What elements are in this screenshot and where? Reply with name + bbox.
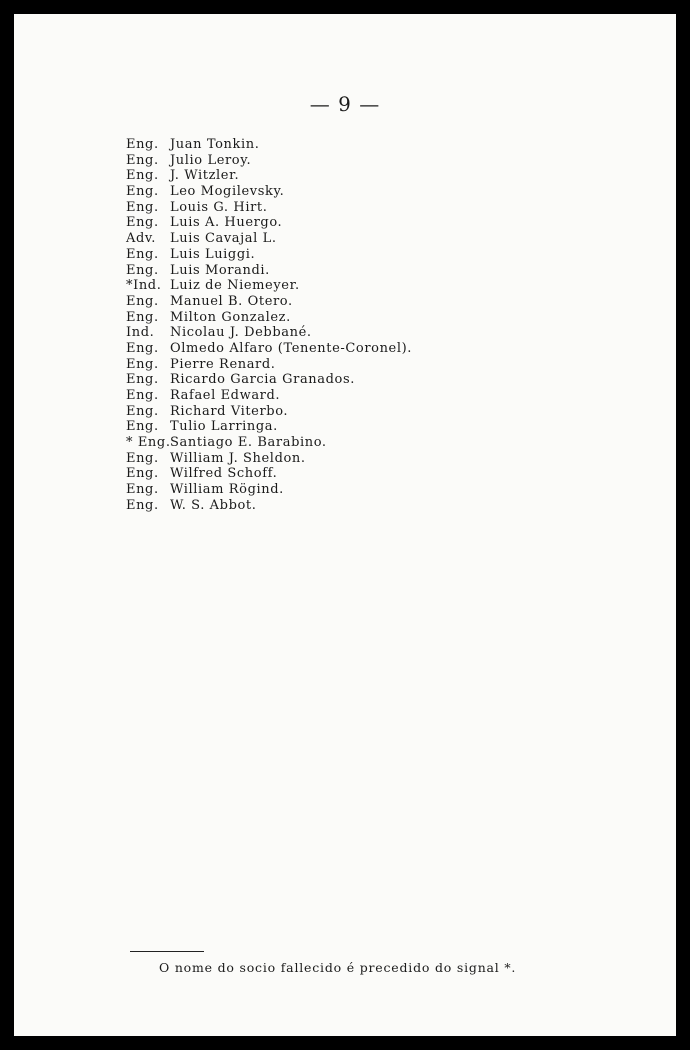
member-name: Leo Mogilevsky. [170,184,285,200]
list-item [126,215,412,231]
member-name: William Rögind. [170,482,284,498]
member-name: Manuel B. Otero. [170,293,293,309]
member-title: Eng. [126,466,159,482]
member-name: Pierre Renard. [170,356,276,372]
footnote: O nome do socio fallecido é precedido do signal *. [159,960,517,975]
member-name: Rafael Edward. [170,388,281,403]
list-item [126,466,412,482]
list-item [126,357,412,373]
member-name: Wilfred Schoff. [170,466,278,482]
member-title: Eng. [126,497,159,513]
list-item [126,294,412,310]
member-title: Adv. [126,231,157,247]
member-name: Ricardo Garcia Granados. [170,372,355,388]
list-item [126,153,412,169]
member-title: Eng. [126,168,159,184]
member-title: * Eng. [126,435,171,451]
list-item [126,419,412,435]
list-item [126,451,412,467]
member-name: Nicolau J. Debbané. [170,325,312,341]
list-item [126,372,412,388]
footnote-rule [130,951,204,952]
member-name: Olmedo Alfaro (Tenente-Coronel). [170,340,413,356]
member-name: Luis A. Huergo. [170,215,283,231]
member-name: Luis Luiggi. [170,246,256,262]
list-item [126,325,412,341]
list-item [126,200,412,216]
member-name: William J. Sheldon. [170,450,306,466]
member-name: Louis G. Hirt. [170,199,268,215]
member-title: Eng. [126,215,159,231]
member-name: Luis Morandi. [170,262,270,278]
list-item [126,278,412,294]
member-title: Eng. [126,199,159,215]
member-title: Eng. [126,372,159,388]
member-title: Eng. [126,388,159,403]
member-name: Julio Leroy. [170,152,252,168]
member-title: Eng. [126,403,159,419]
document-page [14,14,676,1036]
member-name: Luiz de Niemeyer. [170,278,300,294]
list-item [126,263,412,279]
member-title: Eng. [126,184,159,200]
member-name: Luis Cavajal L. [170,231,277,247]
member-name: Richard Viterbo. [170,403,289,419]
member-title: Eng. [126,137,159,152]
member-title: Eng. [126,356,159,372]
member-title: Eng. [126,450,159,466]
list-item [126,404,412,420]
member-title: Eng. [126,309,159,325]
member-title: Eng. [126,419,159,435]
list-item [126,435,412,451]
list-item [126,482,412,498]
member-name: Santiago E. Barabino. [170,435,327,451]
member-name: W. S. Abbot. [170,497,257,513]
member-title: Eng. [126,246,159,262]
list-item [126,137,412,153]
member-name: Milton Gonzalez. [170,309,291,325]
list-item [126,388,412,404]
member-name: Juan Tonkin. [170,137,260,152]
member-title: Eng. [126,293,159,309]
member-name: Tulio Larringa. [170,419,278,435]
list-item [126,247,412,263]
member-title: Eng. [126,482,159,498]
member-title: *Ind. [126,278,162,294]
member-title: Eng. [126,262,159,278]
list-item [126,168,412,184]
member-title: Eng. [126,152,159,168]
list-item [126,184,412,200]
page-number: — 9 — [309,92,381,116]
list-item [126,341,412,357]
list-item [126,498,412,514]
member-title: Eng. [126,340,159,356]
member-list [126,137,412,514]
member-title: Ind. [126,325,155,341]
list-item [126,231,412,247]
member-name: J. Witzler. [170,168,240,184]
list-item [126,310,412,326]
